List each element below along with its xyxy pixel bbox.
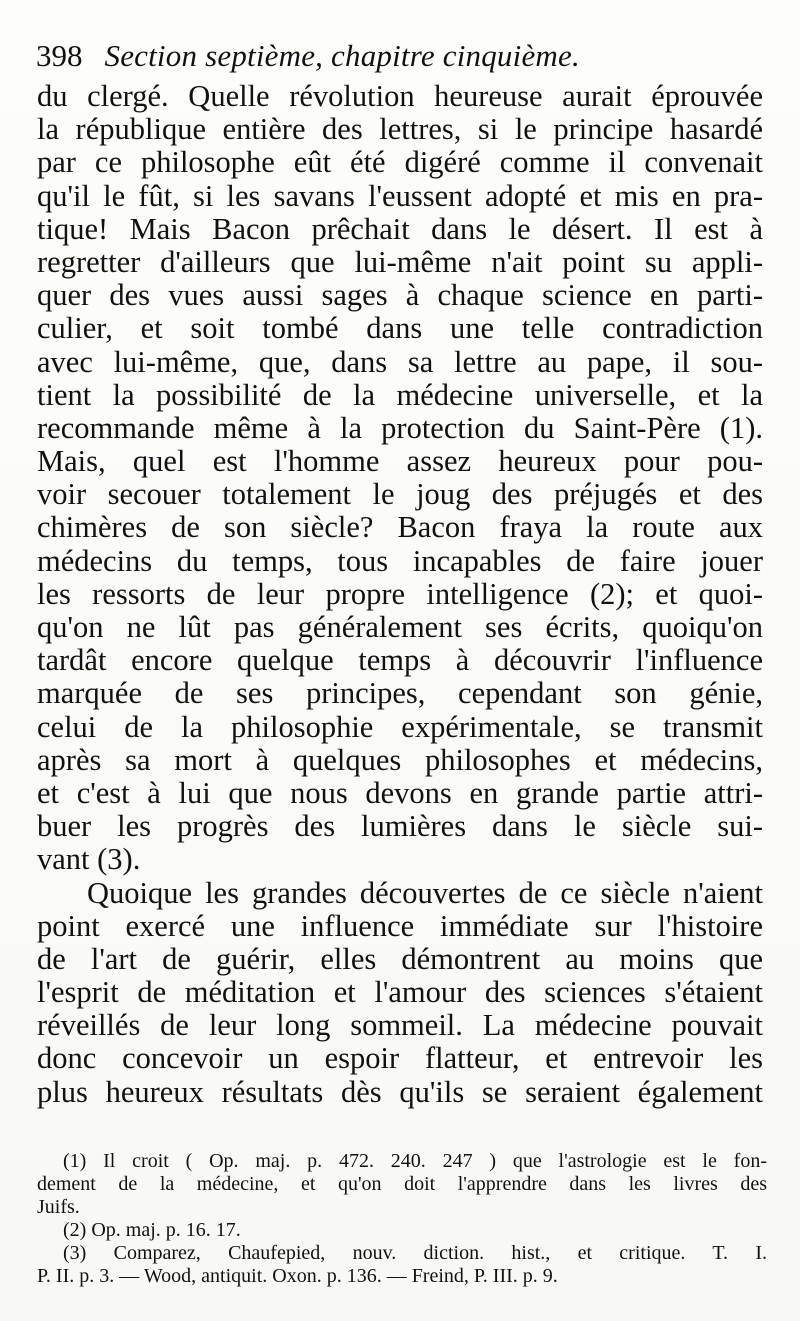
running-head: Section septième, chapitre cinquième. [104,38,580,73]
body-line: après sa mort à quelques philosophes et médecins, [37,742,763,777]
body-line: regretter d'ailleurs que lui-même n'ait point su appli- [37,244,763,279]
body-line: les ressorts de leur propre intelligence (2); et quoi- [37,576,763,611]
body-line: l'esprit de méditation et l'amour des sciences s'étaient [37,975,763,1010]
body-line: et c'est à lui que nous devons en grande partie attri- [37,775,763,810]
body-line: culier, et soit tombé dans une telle contradiction [37,311,763,346]
body-line: tient la possibilité de la médecine universelle, et la [37,377,763,412]
body-line: réveillés de leur long sommeil. La médecine pouvait [37,1008,763,1043]
body-line: chimères de son siècle? Bacon fraya la route aux [37,510,763,545]
body-line: qu'on ne lût pas généralement ses écrits, quoiqu'on [37,610,763,644]
body-line: médecins du temps, tous incapables de faire jouer [37,543,763,578]
footnote-line: P. II. p. 3. — Wood, antiquit. Oxon. p. 136. — Freind, P. III. p. 9. [37,1265,558,1287]
footnotes [37,1150,767,1288]
body-line: de l'art de guérir, elles démontrent au moins que [37,941,763,976]
body-line: celui de la philosophie expérimentale, se transmit [37,709,763,744]
footnote-line: (2) Op. maj. p. 16. 17. [63,1219,241,1241]
footnote-line: (1) Il croit ( Op. maj. p. 472. 240. 247 ) que l'astrologie est le fon- [63,1150,767,1172]
body-line: vant (3). [37,842,141,877]
body-line: du clergé. Quelle révolution heureuse aurait éprouvée [37,79,763,113]
body-text [37,80,763,1109]
footnote-line: dement de la médecine, et qu'on doit l'apprendre dans les livres des [37,1173,767,1195]
footnote-line: Juifs. [37,1196,80,1218]
body-line: Mais, quel est l'homme assez heureux pour pou- [37,444,763,479]
body-line: qu'il le fût, si les savans l'eussent adopté et mis en pra- [37,178,763,213]
body-line: Quoique les grandes découvertes de ce siècle n'aient [87,875,763,910]
body-line: par ce philosophe eût été digéré comme il convenait [37,145,763,180]
body-line: la république entière des lettres, si le principe hasardé [37,112,763,147]
body-line: quer des vues aussi sages à chaque science en parti- [37,278,763,313]
body-line: marquée de ses principes, cependant son génie, [37,676,763,711]
body-line: voir secouer totalement le joug des préjugés et des [37,477,763,512]
body-line: donc concevoir un espoir flatteur, et entrevoir les [37,1041,763,1076]
body-line: recommande même à la protection du Saint-Père (1). [37,410,763,445]
body-line: point exercé une influence immédiate sur l'histoire [37,908,763,943]
body-line: plus heureux résultats dès qu'ils se seraient également [37,1074,763,1109]
body-line: tique! Mais Bacon prêchait dans le désert. Il est à [37,211,763,246]
footnote-line: (3) Comparez, Chaufepied, nouv. diction. hist., et critique. T. I. [63,1242,767,1264]
body-line: avec lui-même, que, dans sa lettre au pape, il sou- [37,344,763,379]
page-number: 398 [36,38,83,73]
body-line: tardât encore quelque temps à découvrir l'influence [37,643,763,678]
body-line: buer les progrès des lumières dans le siècle sui- [37,809,763,844]
